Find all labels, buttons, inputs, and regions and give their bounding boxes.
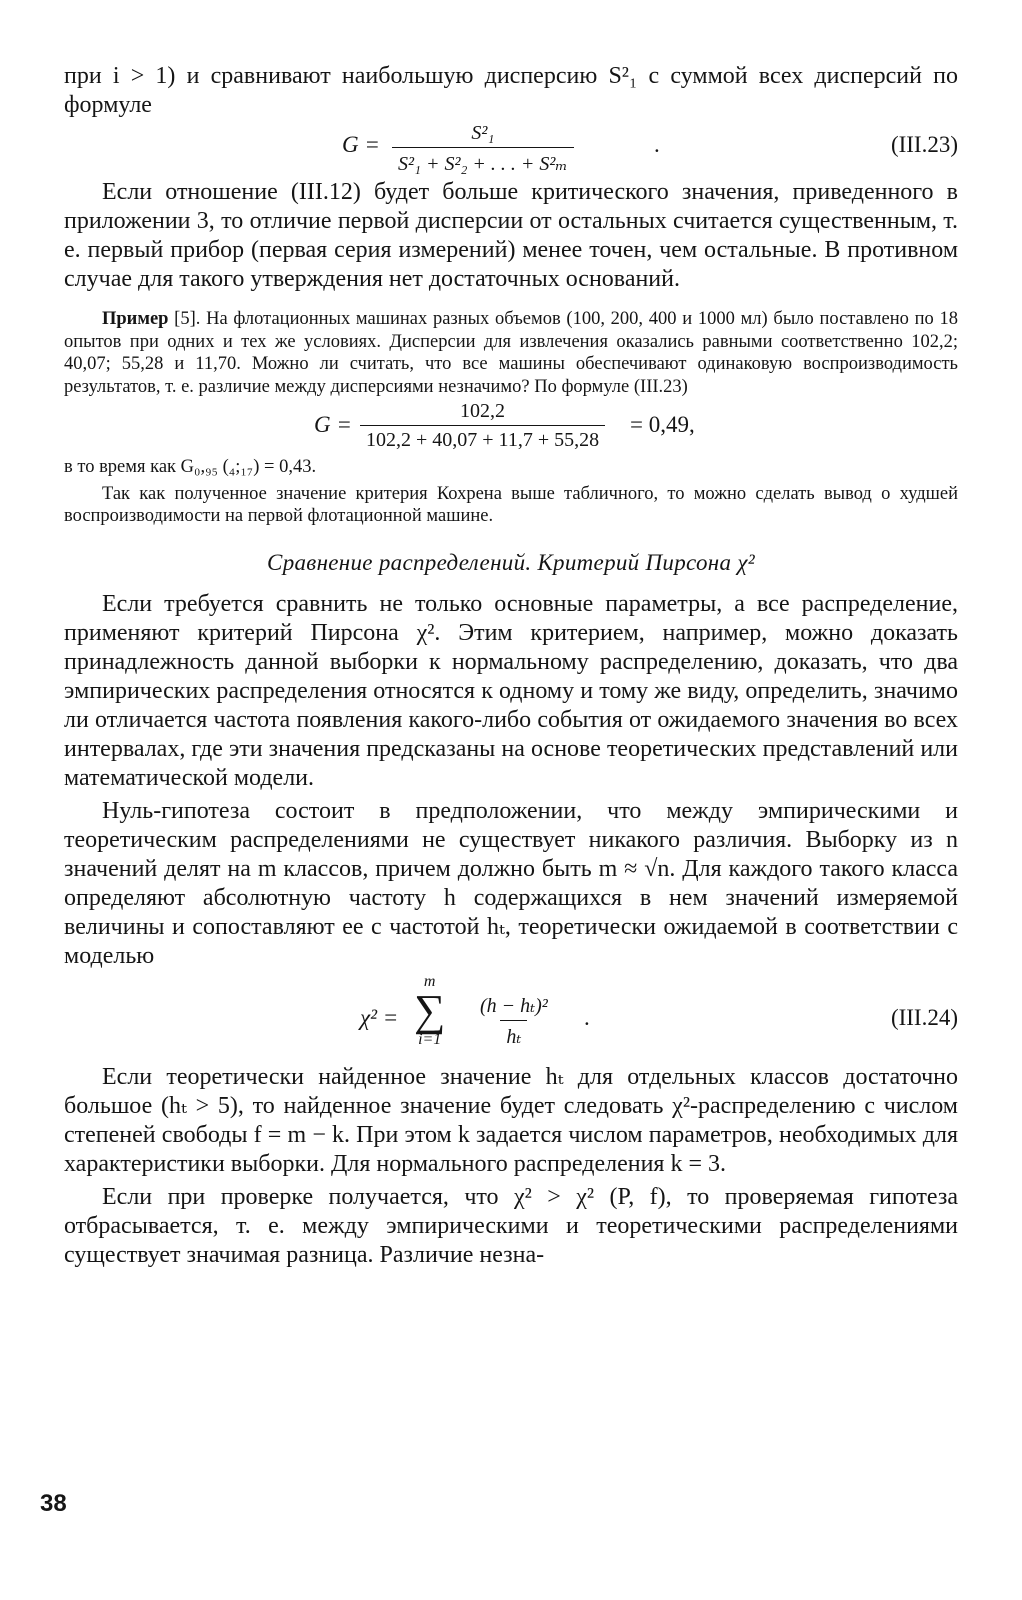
equation-fraction: [392, 122, 574, 176]
fraction-denominator: hₜ: [500, 1020, 527, 1049]
equation-tail: .: [654, 132, 660, 157]
sum-operator: [414, 973, 445, 1049]
equation-lhs: χ² =: [360, 1004, 399, 1030]
page-number: 38: [40, 1490, 67, 1517]
equation-tail: .: [584, 1004, 590, 1030]
paragraph: Если требуется сравнить не только основные параметры, а все распределение, применяют критерий Пирсона χ². Этим критерием, например, можно доказать принадлежность данной выборки к нормальному распределению, доказать, что два эмпирических распределения относятся к одному и тому же виду, определить, значимо ли отличается частота появления какого-либо события от ожидаемого значения во всех интервалах, где эти значения предсказаны на основе теоретических представлений или математической модели.: [64, 590, 958, 791]
example-after: в то время как G₀,₉₅ (₄;₁₇) = 0,43.: [64, 457, 317, 477]
intro-text: при i > 1) и сравнивают наибольшую дисперсию S²₁ с суммой всех дисперсий по формуле: [64, 63, 958, 118]
equation-fraction: [474, 993, 554, 1049]
fraction-denominator: S²₁ + S²₂ + . . . + S²ₘ: [392, 147, 574, 176]
fraction-numerator: (h − hₜ)²: [480, 994, 548, 1017]
example-conclusion: Так как полученное значение критерия Кохрена выше табличного, то можно сделать вывод о худшей воспроизводимости на первой флотационной машине.: [64, 483, 958, 526]
calc-numerator: 102,2: [460, 400, 506, 422]
example-paragraph: [64, 308, 958, 398]
equation-number: (III.24): [890, 1004, 958, 1030]
calc-rhs: = 0,49,: [630, 412, 695, 437]
equation-iii-23: [64, 120, 958, 178]
calc-lhs: G =: [314, 412, 352, 437]
sum-lower-limit: i=1: [418, 1030, 442, 1048]
example-lead: Пример: [102, 309, 169, 329]
paragraph: Если отношение (III.12) будет больше критического значения, приведенного в приложении 3, то отличие первой дисперсии от остальных считается существенным, т. е. первый прибор (первая серия измерений) менее точен, чем остальные. В противном случае для такого утверждения нет достаточных оснований.: [64, 179, 958, 292]
section-heading: Сравнение распределений. Критерий Пирсона χ²: [267, 549, 755, 575]
fraction-numerator: S²₁: [471, 122, 495, 144]
paragraph: Нуль-гипотеза состоит в предположении, что между эмпирическими и теоретическим распределениями не существует никакого различия. Выборку из n значений делят на m классов, причем должно быть m ≈ √n. Для каждого такого класса определяют абсолютную частоту h содержащихся в нем значений измеряемой величины и сопоставляют ее с частотой hₜ, теоретически ожидаемой в соответствии с моделью: [64, 797, 958, 969]
calc-fraction: [360, 400, 605, 452]
example-calculation: [64, 398, 958, 454]
calc-denominator: 102,2 + 40,07 + 11,7 + 55,28: [360, 425, 605, 452]
example-text: [5]. На флотационных машинах разных объемов (100, 200, 400 и 1000 мл) было поставлено по 18 опытов при одних и тех же условиях. Дисперсии для извлечения оказались равными соответственно 102,2; 40,07; 55,28 и 11,70. Можно ли считать, что все машины обеспечивают одинаковую воспроизводимость результатов, т. е. различие между дисперсиями незначимо? По формуле (III.23): [64, 309, 958, 397]
paragraph: Если при проверке получается, что χ² > χ² (P, f), то проверяемая гипотеза отбрасывается, т. е. между эмпирическими и теоретическими распределениями существует значимая разница. Различие незна-: [64, 1183, 958, 1268]
equation-number: (III.23): [890, 132, 958, 157]
equation-lhs: G =: [342, 132, 380, 157]
sum-upper-limit: m: [423, 972, 436, 990]
sigma-symbol: ∑: [414, 985, 446, 1035]
paragraph: Если теоретически найденное значение hₜ для отдельных классов достаточно большое (hₜ > 5), то найденное значение будет следовать χ²-распределению с числом степеней свободы f = m − k. При этом k задается числом параметров, необходимых для характеристики выборки. Для нормального распределения k = 3.: [64, 1063, 958, 1177]
equation-iii-24: [64, 971, 958, 1063]
